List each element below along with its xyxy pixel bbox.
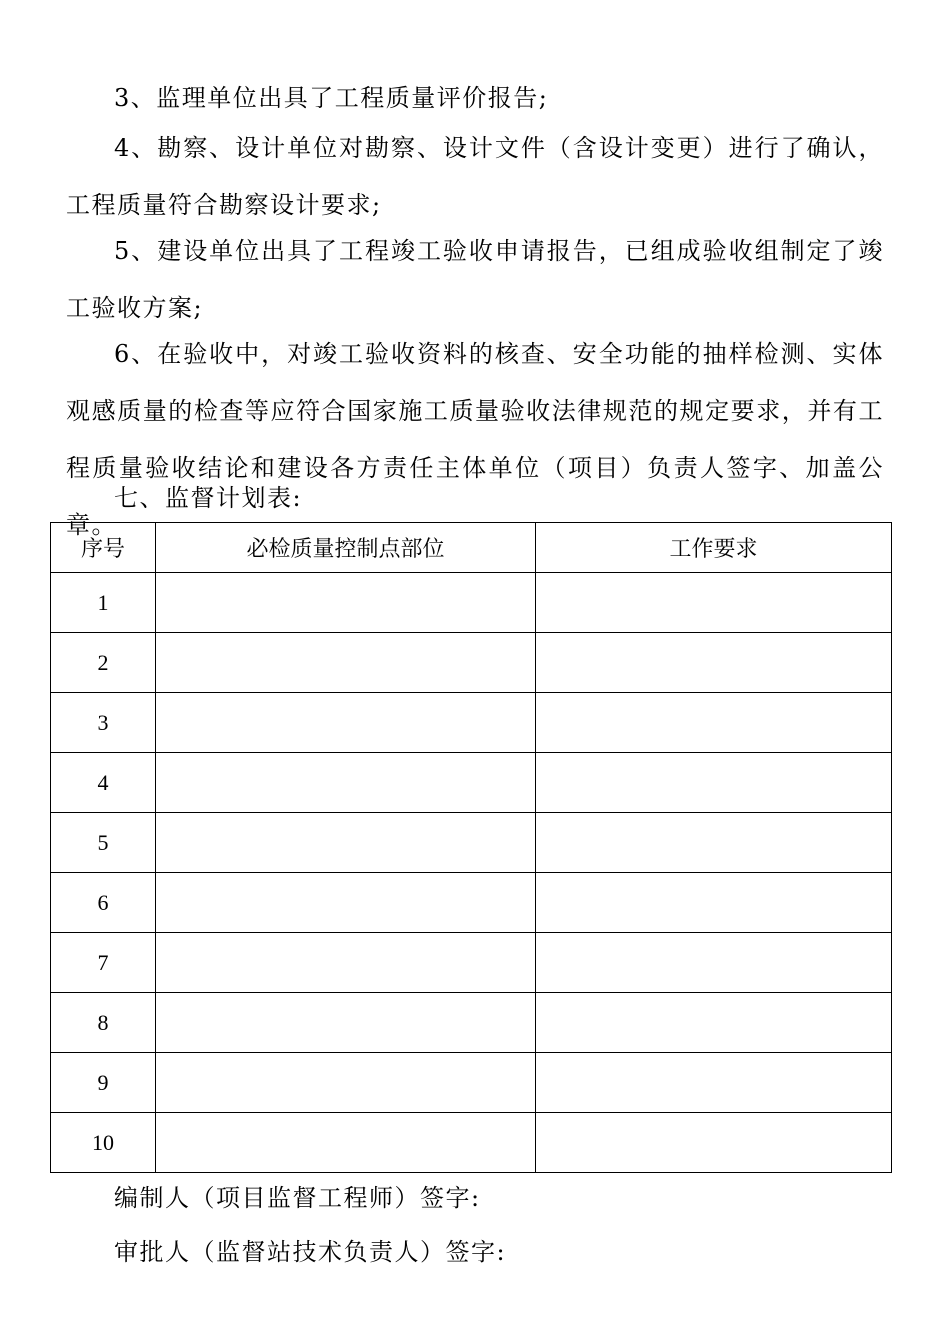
approver-signature-line: 审批人（监督站技术负责人）签字: xyxy=(114,1238,507,1266)
row-requirement[interactable] xyxy=(536,873,892,933)
row-seq: 7 xyxy=(51,933,156,993)
row-requirement[interactable] xyxy=(536,813,892,873)
row-seq: 9 xyxy=(51,1053,156,1113)
row-requirement[interactable] xyxy=(536,693,892,753)
paragraph-item-4: 4、勘察、设计单位对勘察、设计文件（含设计变更）进行了确认，工程质量符合勘察设计要求; xyxy=(66,134,884,219)
table-row xyxy=(51,873,892,933)
section-heading-supervision-plan: 七、监督计划表: xyxy=(114,484,303,512)
table-row xyxy=(51,993,892,1053)
row-seq: 5 xyxy=(51,813,156,873)
row-seq: 2 xyxy=(51,633,156,693)
row-requirement[interactable] xyxy=(536,753,892,813)
paragraph-item-3: 3、监理单位出具了工程质量评价报告; xyxy=(114,84,549,112)
row-location[interactable] xyxy=(156,933,536,993)
row-seq: 8 xyxy=(51,993,156,1053)
compiler-signature-line: 编制人（项目监督工程师）签字: xyxy=(114,1184,481,1212)
table-row xyxy=(51,693,892,753)
table-row xyxy=(51,933,892,993)
row-seq: 10 xyxy=(51,1113,156,1173)
row-location[interactable] xyxy=(156,813,536,873)
paragraph-item-5: 5、建设单位出具了工程竣工验收申请报告，已组成验收组制定了竣工验收方案; xyxy=(66,237,884,322)
table-row xyxy=(51,753,892,813)
row-location[interactable] xyxy=(156,633,536,693)
table-row xyxy=(51,1053,892,1113)
table-row xyxy=(51,573,892,633)
row-location[interactable] xyxy=(156,693,536,753)
row-seq: 6 xyxy=(51,873,156,933)
row-requirement[interactable] xyxy=(536,933,892,993)
row-location[interactable] xyxy=(156,753,536,813)
row-location[interactable] xyxy=(156,1113,536,1173)
row-requirement[interactable] xyxy=(536,1113,892,1173)
header-seq: 序号 xyxy=(51,523,156,573)
table-row xyxy=(51,1113,892,1173)
row-requirement[interactable] xyxy=(536,1053,892,1113)
row-requirement[interactable] xyxy=(536,993,892,1053)
row-seq: 4 xyxy=(51,753,156,813)
header-location: 必检质量控制点部位 xyxy=(156,523,536,573)
row-location[interactable] xyxy=(156,993,536,1053)
row-requirement[interactable] xyxy=(536,573,892,633)
table-row xyxy=(51,813,892,873)
paragraph-item-6: 6、在验收中，对竣工验收资料的核查、安全功能的抽样检测、实体观感质量的检查等应符合国家施工质量验收法律规范的规定要求，并有工程质量验收结论和建设各方责任主体单位（项目）负责人签字、加盖公章。 xyxy=(66,340,884,539)
row-location[interactable] xyxy=(156,573,536,633)
row-location[interactable] xyxy=(156,873,536,933)
row-seq: 3 xyxy=(51,693,156,753)
row-seq: 1 xyxy=(51,573,156,633)
table-row xyxy=(51,633,892,693)
supervision-plan-table xyxy=(50,522,892,1173)
row-location[interactable] xyxy=(156,1053,536,1113)
header-requirement: 工作要求 xyxy=(536,523,892,573)
row-requirement[interactable] xyxy=(536,633,892,693)
table-header-row xyxy=(51,523,892,573)
